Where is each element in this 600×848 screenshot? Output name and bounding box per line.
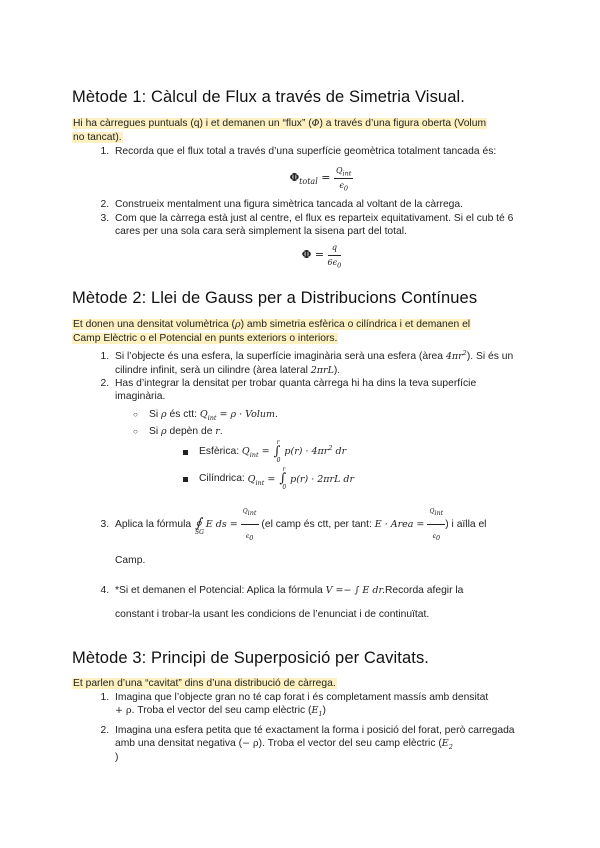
method3-step-1: 1. Imagina que l’objecte gran no té cap forat i és completament massís amb densitat + ρ. Troba el vector del seu camp elèctric $(E_1)$ bbox=[112, 691, 528, 718]
method1-step-1: 1. Recorda que el flux total a través d’una superfície geomètrica totalment tancada és: $\Phi_{total}$ = $\frac{Q_{int}}{\epsilon_0}$ bbox=[112, 145, 528, 192]
document-page bbox=[72, 88, 528, 764]
method1-title: Mètode 1: Càlcul de Flux a través de Simetria Visual. bbox=[72, 88, 465, 106]
method3-step-2: 2. Imagina una esfera petita que té exactament la forma i posició del forat, però carregada amb una densitat negativa (− ρ). Troba el vector del seu camp elèctric ($E_2$ ) bbox=[112, 724, 528, 764]
flux-total-equation: $\Phi_{total}$ = $\frac{Q_{int}}{\epsilon_0}$ bbox=[289, 166, 352, 193]
method2-step-4: 4. *Si et demanen el Potencial: Aplica la fórmula V =− ∫ E dr.Recorda afegir la constant i trobar-la usant les condicions de l’enunciat i de continuïtat. bbox=[112, 579, 528, 627]
method1-steps bbox=[72, 145, 528, 269]
method2-steps bbox=[72, 350, 528, 627]
density-variable-case: ○ Si ρ depèn de r. Esfèrica: $Q_{int}$ = ∫ r 0 $p(r) \cdot 4\pi r^2$ dr Cilíndrica: $Q_{int}$ = ∫ r 0 p(r) · 2πrL dr bbox=[135, 425, 528, 486]
density-constant-case: ○ Si ρ és ctt: $Q_{int} = \rho$ · Volum. bbox=[135, 408, 528, 421]
method1-step-2: 2. Construeix mentalment una figura simètrica tancada al voltant de la càrrega. bbox=[112, 198, 528, 211]
flux-face-equation: Φ = $\frac{q}{6\epsilon_0}$ bbox=[301, 243, 342, 270]
method1-step-3: 3. Com que la càrrega està just al centre, el flux es reparteix equitativament. Si el cub té 6 cares per una sola cara serà simplement la sisena part del total. Φ = $\frac{q}{6\epsilon_0}$ bbox=[112, 212, 528, 270]
method2-step-3: 3. Aplica la fórmula ∮ SG E ds = $\frac{Q_{int}}{\epsilon_0}$ (el camp és ctt, per tant: E · Area = $\frac{Q_{int}}{\epsilon_0}$ ) i aïlla el Camp. bbox=[112, 500, 528, 573]
method3-title: Mètode 3: Principi de Superposició per Cavitats. bbox=[72, 648, 429, 667]
method2-step-2: 2. Has d’integrar la densitat per trobar quanta càrrega hi ha dins la teva superfície imaginària. ○ Si ρ és ctt: $Q_{int} = \rho$ · Volum. ○ Si ρ depèn de r. Esfèrica: $Q_{int}$ = ∫ r 0 $p(r) \cdot 4\pi r^2$ dr Cilíndrica: $Q_{int}$ = ∫ r 0 p(r) · 2πrL dr bbox=[112, 377, 528, 486]
method3-intro: Et parlen d’una “cavitat” dins d’una distribució de càrrega. bbox=[73, 677, 336, 689]
method2-step-1: 1. Si l’objecte és una esfera, la superfície imaginària serà una esfera (àrea $4\pi r^2$). Si és un cilindre infinit, serà un cilindre (àrea lateral 2πrL). bbox=[112, 350, 528, 377]
method2-title: Mètode 2: Llei de Gauss per a Distribucions Contínues bbox=[72, 289, 478, 308]
method2-intro: Et donen una densitat volumètrica (ρ) amb simetria esfèrica o cilíndrica i et demanen el Camp Elèctric o el Potencial en punts exteriors o interiors. bbox=[73, 319, 471, 345]
method1-intro: Hi ha càrregues puntuals (q) i et demanen un “flux” (Φ) a través d’una figura oberta (Volum no tancat). bbox=[73, 118, 487, 143]
method3-steps bbox=[72, 691, 528, 764]
spherical-charge-integral: Esfèrica: $Q_{int}$ = ∫ r 0 $p(r) \cdot 4\pi r^2$ dr bbox=[183, 445, 528, 459]
cylindrical-charge-integral: Cilíndrica: $Q_{int}$ = ∫ r 0 p(r) · 2πrL dr bbox=[183, 472, 528, 486]
